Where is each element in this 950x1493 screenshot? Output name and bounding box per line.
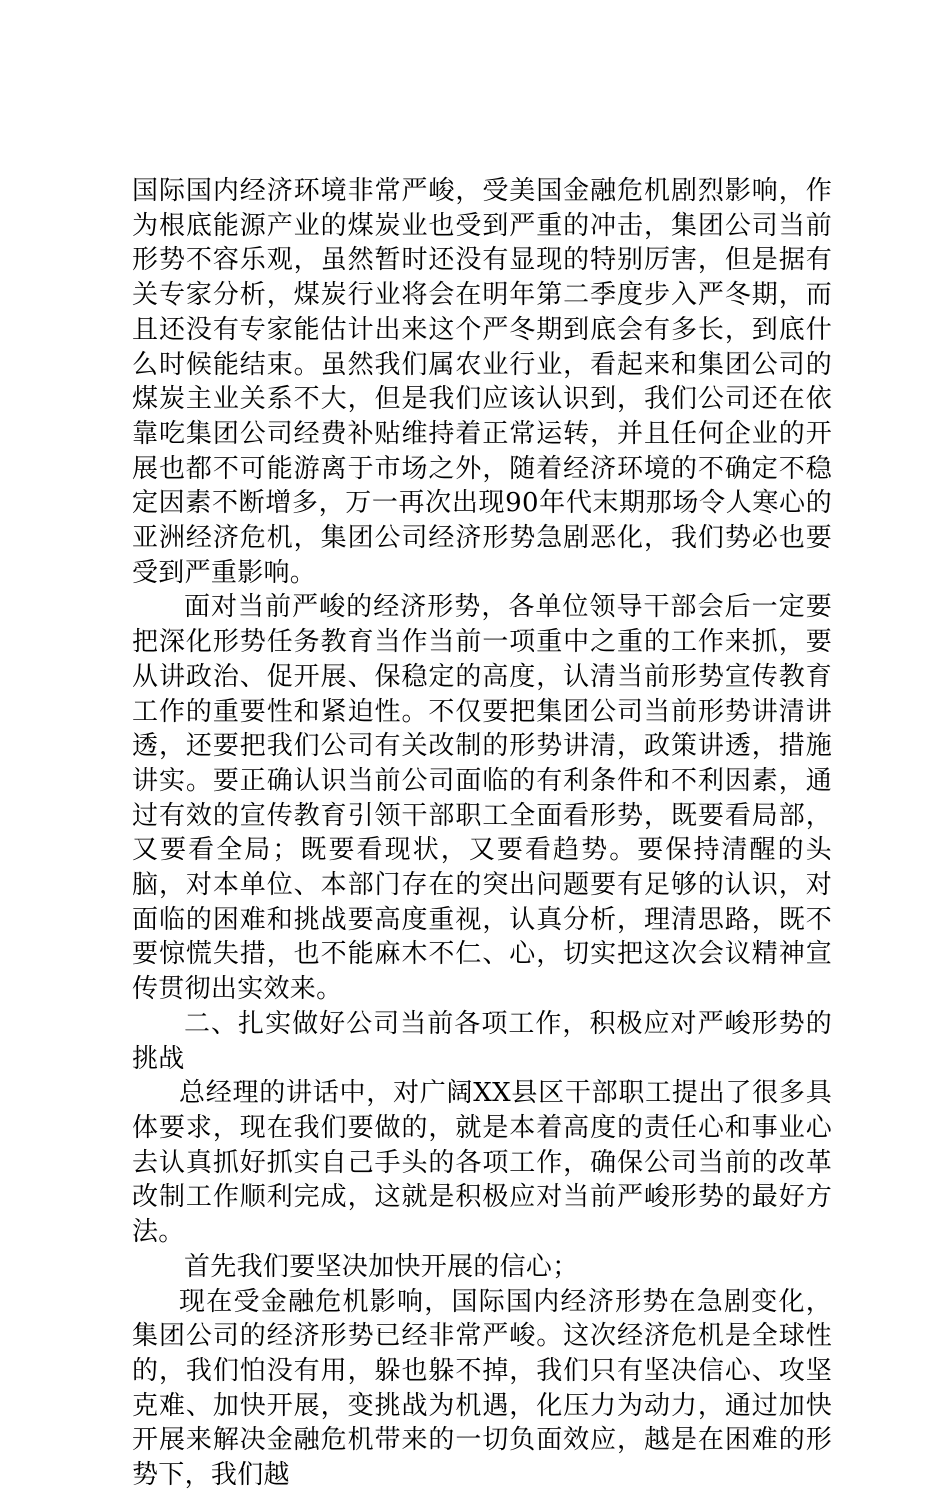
paragraph-financial-crisis: 现在受金融危机影响，国际国内经济形势在急剧变化，集团公司的经济形势已经非常严峻。这次经济危机是全球性的，我们怕没有用，躲也躲不掉，我们只有坚决信心、攻坚克难、加快开展，变挑战为机遇，化压力为动力，通过加快开展来解决金融危机带来的一切负面效应，越是在困难的形势下，我们越 [132, 1286, 832, 1491]
paragraph-situation-education: 面对当前严峻的经济形势，各单位领导干部会后一定要把深化形势任务教育当作当前一项重中之重的工作来抓，要从讲政治、促开展、保稳定的高度，认清当前形势宣传教育工作的重要性和紧迫性。不仅要把集团公司当前形势讲清讲透，还要把我们公司有关改制的形势讲清，政策讲透，措施讲实。要正确认识当前公司面临的有利条件和不利因素，通过有效的宣传教育引领干部职工全面看形势，既要看局部，又要看全局；既要看现状，又要看趋势。要保持清醒的头脑，对本单位、本部门存在的突出问题要有足够的认识，对面临的困难和挑战要高度重视，认真分析，理清思路，既不要惊慌失措，也不能麻木不仁、心，切实把这次会议精神宣传贯彻出实效来。 [132, 592, 832, 1005]
paragraph-confidence-heading: 首先我们要坚决加快开展的信心； [184, 1251, 579, 1282]
document-body [132, 174, 832, 1493]
section-heading-two: 二、扎实做好公司当前各项工作，积极应对严峻形势的挑战 [132, 1008, 832, 1074]
paragraph-economic-environment: 国际国内经济环境非常严峻，受美国金融危机剧烈影响，作为根底能源产业的煤炭业也受到严重的冲击，集团公司当前形势不容乐观，虽然暂时还没有显现的特别厉害，但是据有关专家分析，煤炭行业将会在明年第二季度步入严冬期，而且还没有专家能估计出来这个严冬期到底会有多长，到底什么时候能结束。虽然我们属农业行业，看起来和集团公司的煤炭主业关系不大，但是我们应该认识到，我们公司还在依靠吃集团公司经费补贴维持着正常运转，并且任何企业的开展也都不可能游离于市场之外，随着经济环境的不确定不稳定因素不断增多，万一再次出现90年代末期那场令人寒心的亚洲经济危机，集团公司经济形势急剧恶化，我们势必也要受到严重影响。 [132, 176, 832, 588]
paragraph-manager-speech: 总经理的讲话中，对广阔XX县区干部职工提出了很多具体要求，现在我们要做的，就是本着高度的责任心和事业心去认真抓好抓实自己手头的各项工作，确保公司当前的改革改制工作顺利完成，这就是积极应对当前严峻形势的最好方法。 [132, 1078, 832, 1248]
